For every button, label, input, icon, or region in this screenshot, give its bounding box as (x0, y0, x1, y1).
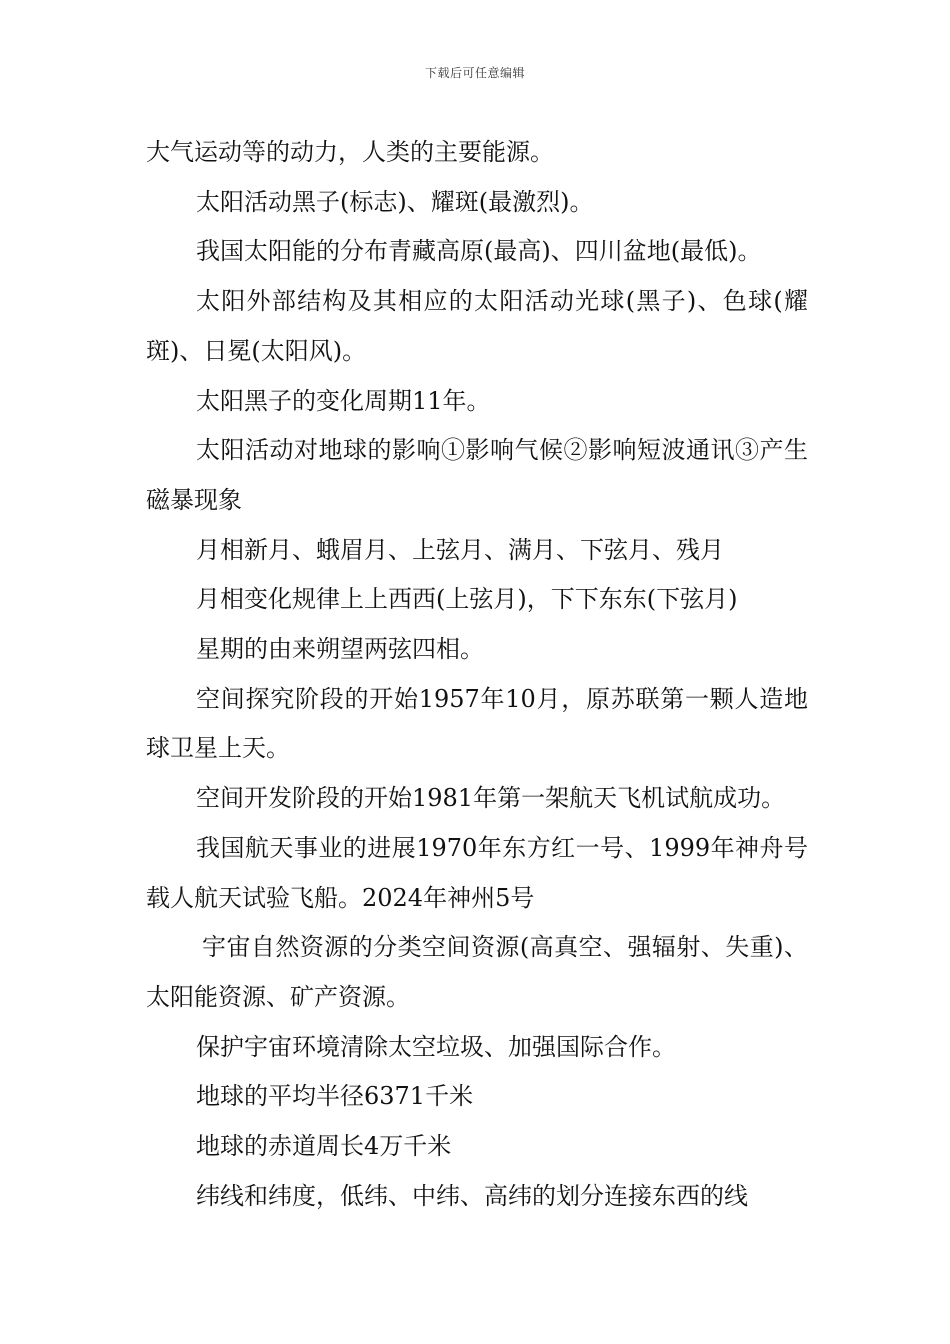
paragraph: 空间开发阶段的开始1981年第一架航天飞机试航成功。 (196, 784, 786, 813)
paragraph: 空间探究阶段的开始1957年10月，原苏联第一颗人造地球卫星上天。 (146, 684, 808, 763)
paragraph: 我国太阳能的分布青藏高原(最高)、四川盆地(最低)。 (196, 237, 762, 266)
paragraph: 星期的由来朔望两弦四相。 (196, 635, 484, 664)
paragraph: 地球的赤道周长4万千米 (196, 1132, 452, 1161)
paragraph: 我国航天事业的进展1970年东方红一号、1999年神舟号载人航天试验飞船。2024年神州5号 (146, 833, 808, 912)
paragraph: 月相新月、蛾眉月、上弦月、满月、下弦月、残月 (196, 535, 724, 564)
paragraph: 地球的平均半径6371千米 (196, 1082, 474, 1111)
document-body (146, 128, 808, 1221)
paragraph: 大气运动等的动力，人类的主要能源。 (146, 138, 554, 166)
paragraph: 月相变化规律上上西西(上弦月)，下下东东(下弦月) (196, 585, 738, 614)
paragraph: 太阳黑子的变化周期11年。 (196, 386, 491, 415)
page-header: 下载后可任意编辑 (424, 66, 525, 80)
paragraph: 保护宇宙环境清除太空垃圾、加强国际合作。 (196, 1032, 676, 1061)
paragraph: 纬线和纬度，低纬、中纬、高纬的划分连接东西的线 (196, 1181, 748, 1210)
paragraph: 太阳活动黑子(标志)、耀斑(最激烈)。 (196, 187, 594, 216)
paragraph: 太阳外部结构及其相应的太阳活动光球(黑子)、色球(耀斑)、日冕(太阳风)。 (146, 287, 808, 365)
paragraph: 宇宙自然资源的分类空间资源(高真空、强辐射、失重)、太阳能资源、矿产资源。 (146, 933, 808, 1011)
paragraph: 太阳活动对地球的影响①影响气候②影响短波通讯③产生磁暴现象 (146, 436, 808, 514)
